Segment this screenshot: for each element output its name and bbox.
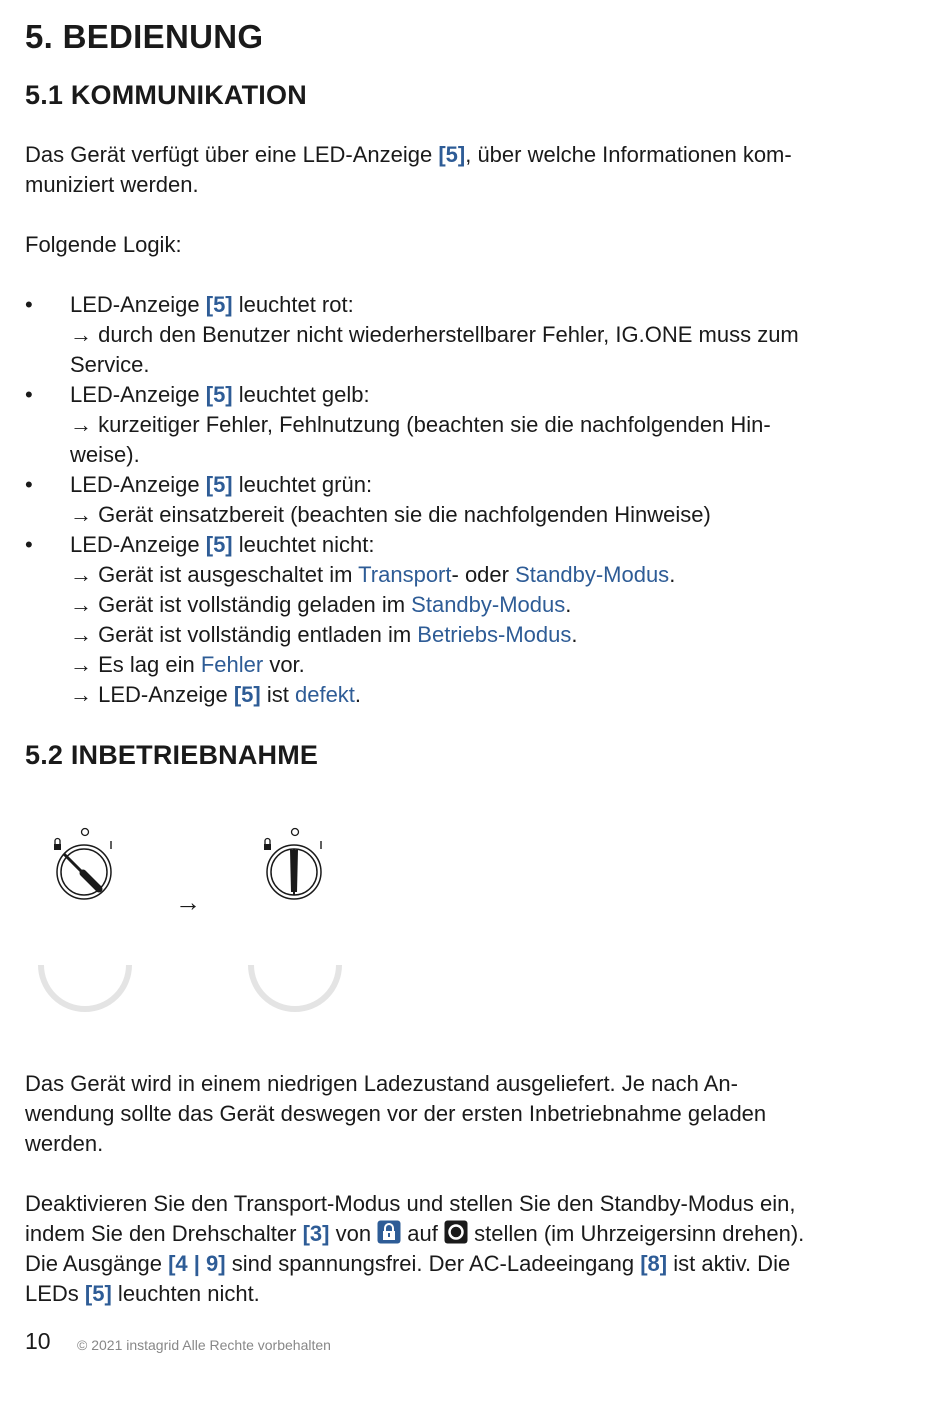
figure-arrow: → bbox=[175, 887, 201, 917]
link-standby-mode[interactable]: Standby-Modus bbox=[411, 592, 566, 617]
list-item-yellow: • LED-Anzeige [5] leuchtet gelb: → kurzeitiger Fehler, Fehlnutzung (beachten sie die nachfolgenden Hin- weise). bbox=[25, 382, 771, 467]
copyright-notice: © 2021 instagrid Alle Rechte vorbehalten bbox=[77, 1337, 331, 1353]
standby-circle-icon bbox=[444, 1220, 468, 1244]
link-transport[interactable]: Transport bbox=[358, 562, 452, 587]
reference-marker: [5] bbox=[438, 142, 466, 167]
commissioning-paragraph: Deaktivieren Sie den Transport-Modus und stellen Sie den Standby-Modus ein, indem Sie den Drehschalter [3] von auf stellen (im Uhrzeigersinn drehen). Die Ausgänge [4 | 9] sind spannungsfrei. Der AC-Ladeeingang [8] ist aktiv. Die LEDs [5] leuchten nicht. bbox=[25, 1191, 805, 1306]
page-number: 10 bbox=[25, 1328, 51, 1354]
list-item-red: • LED-Anzeige [5] leuchtet rot: → durch den Benutzer nicht wiederherstellbarer Fehler, IG.ONE muss zum Service. bbox=[25, 292, 799, 377]
logic-label: Folgende Logik: bbox=[25, 232, 182, 257]
rotary-switch-standby-icon bbox=[243, 823, 353, 1023]
rotary-switch-transport-icon bbox=[33, 823, 143, 1023]
section-title-communication: 5.1 KOMMUNIKATION bbox=[25, 80, 307, 110]
link-operating-mode[interactable]: Betriebs-Modus bbox=[417, 622, 572, 647]
bullet-marker: • bbox=[25, 472, 33, 497]
link-standby-mode[interactable]: Standby-Modus bbox=[515, 562, 670, 587]
delivery-paragraph: Das Gerät wird in einem niedrigen Ladezustand ausgeliefert. Je nach An- wendung sollte das Gerät deswegen vor der ersten Inbetriebnahme geladen werden. bbox=[25, 1071, 767, 1156]
link-error[interactable]: Fehler bbox=[200, 652, 264, 677]
bullet-marker: • bbox=[25, 382, 33, 407]
page-footer bbox=[25, 1328, 331, 1355]
intro-paragraph: Das Gerät verfügt über eine LED-Anzeige [5], über welche Informationen kom- muniziert werden. bbox=[25, 142, 792, 197]
chapter-title: 5. BEDIENUNG bbox=[25, 18, 264, 55]
bullet-marker: • bbox=[25, 532, 33, 557]
list-item-off: • LED-Anzeige [5] leuchtet nicht: → Gerät ist ausgeschaltet im Transport- oder Standby-Modus. → Gerät ist vollständig geladen im Standby-Modus. → Gerät ist vollständig entladen im Betriebs-Modus. → Es lag ein Fehler vor. → LED-Anzeige [5] ist defekt. bbox=[25, 532, 676, 707]
list-item-green: • LED-Anzeige [5] leuchtet grün: → Gerät einsatzbereit (beachten sie die nachfolgenden Hinweise) bbox=[25, 472, 711, 527]
rotary-switch-figure bbox=[25, 815, 385, 1035]
section-title-commissioning: 5.2 INBETRIEBNAHME bbox=[25, 740, 319, 770]
lock-icon bbox=[377, 1220, 401, 1244]
link-defect[interactable]: defekt bbox=[294, 682, 355, 707]
bullet-marker: • bbox=[25, 292, 33, 317]
